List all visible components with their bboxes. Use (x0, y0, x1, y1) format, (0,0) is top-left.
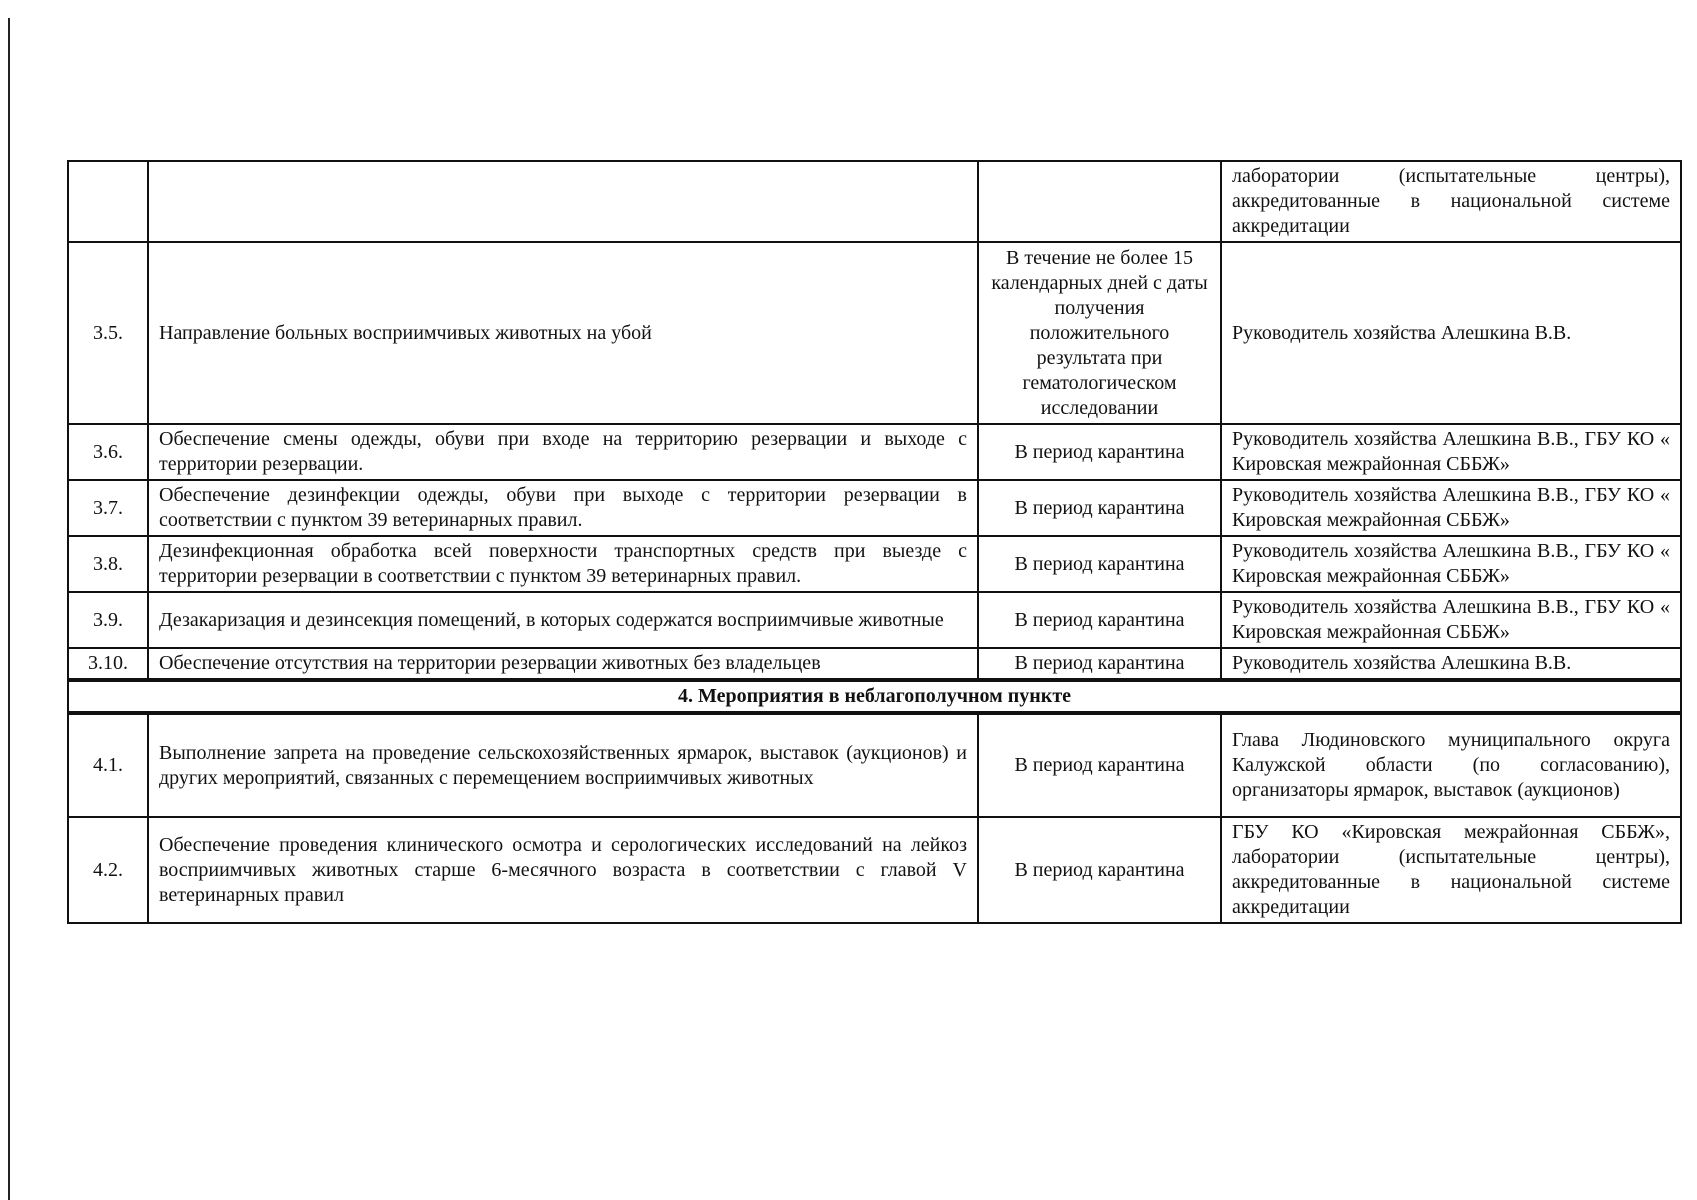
row-responsible: Руководитель хозяйства Алешкина В.В., ГБУ КО « Кировская межрайонная СББЖ» (1221, 480, 1681, 536)
row-action: Обеспечение смены одежды, обуви при входе на территорию резервации и выходе с территории резервации. (148, 424, 978, 480)
row-number: 4.2. (68, 817, 148, 923)
row-responsible: Руководитель хозяйства Алешкина В.В., ГБУ КО « Кировская межрайонная СББЖ» (1221, 536, 1681, 592)
row-term: В период карантина (978, 480, 1221, 536)
row-term: В период карантина (978, 713, 1221, 817)
row-number: 4.1. (68, 713, 148, 817)
row-responsible: Руководитель хозяйства Алешкина В.В., ГБУ КО « Кировская межрайонная СББЖ» (1221, 424, 1681, 480)
row-term: В течение не более 15 календарных дней с даты получения положительного результата при гематологическом исследовании (978, 242, 1221, 424)
row-number: 3.6. (68, 424, 148, 480)
row-term: В период карантина (978, 648, 1221, 680)
row-number: 3.9. (68, 592, 148, 648)
row-number: 3.7. (68, 480, 148, 536)
table-row (68, 161, 1681, 242)
left-margin-line (8, 18, 10, 1200)
row-term: В период карантина (978, 817, 1221, 923)
section-title: 4. Мероприятия в неблагополучном пункте (68, 680, 1681, 713)
row-action: Обеспечение проведения клинического осмотра и серологических исследований на лейкоз восприимчивых животных старше 6-месячного возраста в соответствии с главой V ветеринарных правил (148, 817, 978, 923)
table-row (68, 536, 1681, 592)
row-action (148, 161, 978, 242)
row-term: В период карантина (978, 592, 1221, 648)
row-term: В период карантина (978, 424, 1221, 480)
section-header-row (68, 680, 1681, 713)
table-row (68, 592, 1681, 648)
row-action: Дезакаризация и дезинсекция помещений, в которых содержатся восприимчивые животные (148, 592, 978, 648)
row-number (68, 161, 148, 242)
table-row (68, 242, 1681, 424)
table-row (68, 648, 1681, 680)
row-responsible: ГБУ КО «Кировская межрайонная СББЖ», лаборатории (испытательные центры), аккредитованные в национальной системе аккредитации (1221, 817, 1681, 923)
row-action: Обеспечение отсутствия на территории резервации животных без владельцев (148, 648, 978, 680)
row-term (978, 161, 1221, 242)
row-action: Дезинфекционная обработка всей поверхности транспортных средств при выезде с территории резервации в соответствии с пунктом 39 ветеринарных правил. (148, 536, 978, 592)
table-row (68, 480, 1681, 536)
row-responsible: Руководитель хозяйства Алешкина В.В. (1221, 648, 1681, 680)
row-responsible: Руководитель хозяйства Алешкина В.В. (1221, 242, 1681, 424)
row-action: Обеспечение дезинфекции одежды, обуви при выходе с территории резервации в соответствии с пунктом 39 ветеринарных правил. (148, 480, 978, 536)
table-row (68, 713, 1681, 817)
row-term: В период карантина (978, 536, 1221, 592)
row-number: 3.8. (68, 536, 148, 592)
measures-table (67, 160, 1682, 924)
row-responsible: Глава Людиновского муниципального округа Калужской области (по согласованию), организаторы ярмарок, выставок (аукционов) (1221, 713, 1681, 817)
row-number: 3.10. (68, 648, 148, 680)
table-row (68, 817, 1681, 923)
row-number: 3.5. (68, 242, 148, 424)
table-row (68, 424, 1681, 480)
row-action: Направление больных восприимчивых животных на убой (148, 242, 978, 424)
row-responsible: Руководитель хозяйства Алешкина В.В., ГБУ КО « Кировская межрайонная СББЖ» (1221, 592, 1681, 648)
row-action: Выполнение запрета на проведение сельскохозяйственных ярмарок, выставок (аукционов) и других мероприятий, связанных с перемещением восприимчивых животных (148, 713, 978, 817)
row-responsible: лаборатории (испытательные центры), аккредитованные в национальной системе аккредитации (1221, 161, 1681, 242)
